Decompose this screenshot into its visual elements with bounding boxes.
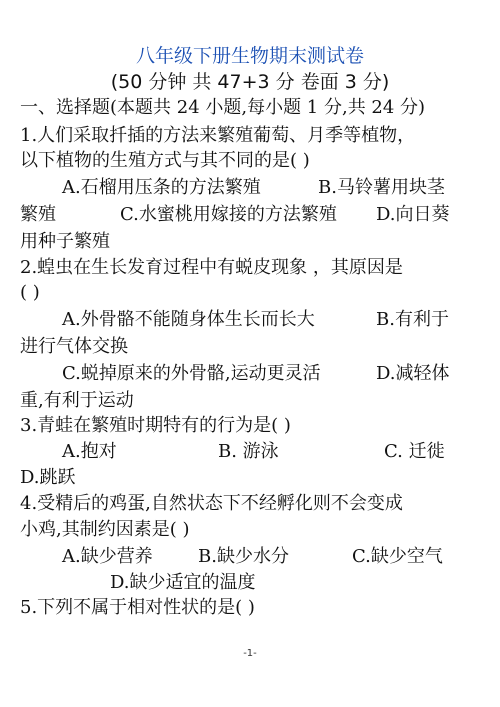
question-4-option-c: C.缺少空气 — [352, 546, 443, 567]
question-2-option-d-cont: 重,有利于运动 — [20, 390, 134, 411]
question-3-option-a: A.抱对 — [62, 441, 117, 462]
question-1-option-d: D.向日葵 — [376, 204, 450, 225]
question-4-option-b: B.缺少水分 — [198, 546, 289, 567]
question-1-option-b: B.马铃薯用块茎 — [318, 177, 445, 198]
question-2-option-b-cont: 进行气体交换 — [20, 336, 128, 357]
question-3-option-d: D.跳跃 — [20, 467, 76, 488]
question-3-stem: 3.青蛙在繁殖时期特有的行为是( ) — [20, 415, 291, 436]
question-5-stem: 5.下列不属于相对性状的是( ) — [20, 597, 255, 618]
question-4-option-a: A.缺少营养 — [62, 546, 153, 567]
question-1-option-a: A.石榴用压条的方法繁殖 — [62, 177, 261, 198]
question-3-option-c: C. 迁徙 — [384, 441, 445, 462]
exam-subtitle: (50 分钟 共 47+3 分 卷面 3 分) — [110, 71, 390, 93]
question-1-option-c: C.水蜜桃用嫁接的方法繁殖 — [120, 204, 337, 225]
question-2-option-c: C.蜕掉原来的外骨骼,运动更灵活 — [62, 363, 321, 384]
section-heading: 一、选择题(本题共 24 小题,每小题 1 分,共 24 分) — [20, 97, 426, 118]
question-1-option-b-cont: 繁殖 — [20, 204, 56, 225]
question-4-option-d: D.缺少适宜的温度 — [110, 572, 256, 593]
question-1-stem-line-2: 以下植物的生殖方式与其不同的是( ) — [20, 150, 310, 171]
question-3-option-b: B. 游泳 — [218, 441, 279, 462]
question-1-option-d-cont: 用种子繁殖 — [20, 231, 110, 252]
question-4-stem-line-2: 小鸡,其制约因素是( ) — [20, 519, 190, 540]
question-2-stem-line-1: 2.蝗虫在生长发育过程中有蜕皮现象 ，其原因是 — [20, 257, 403, 278]
question-2-option-d: D.减轻体 — [376, 363, 450, 384]
question-1-stem-line-1: 1.人们采取扦插的方法来繁殖葡萄、月季等植物， — [20, 125, 416, 146]
page-number: -1- — [243, 648, 257, 659]
question-4-stem-line-1: 4.受精后的鸡蛋,自然状态下不经孵化则不会变成 — [20, 493, 403, 514]
question-2-option-a: A.外骨骼不能随身体生长而长大 — [62, 309, 315, 330]
question-2-stem-line-2: ( ) — [20, 282, 40, 303]
question-2-option-b: B.有利于 — [376, 309, 449, 330]
exam-title: 八年级下册生物期末测试卷 — [135, 45, 364, 67]
